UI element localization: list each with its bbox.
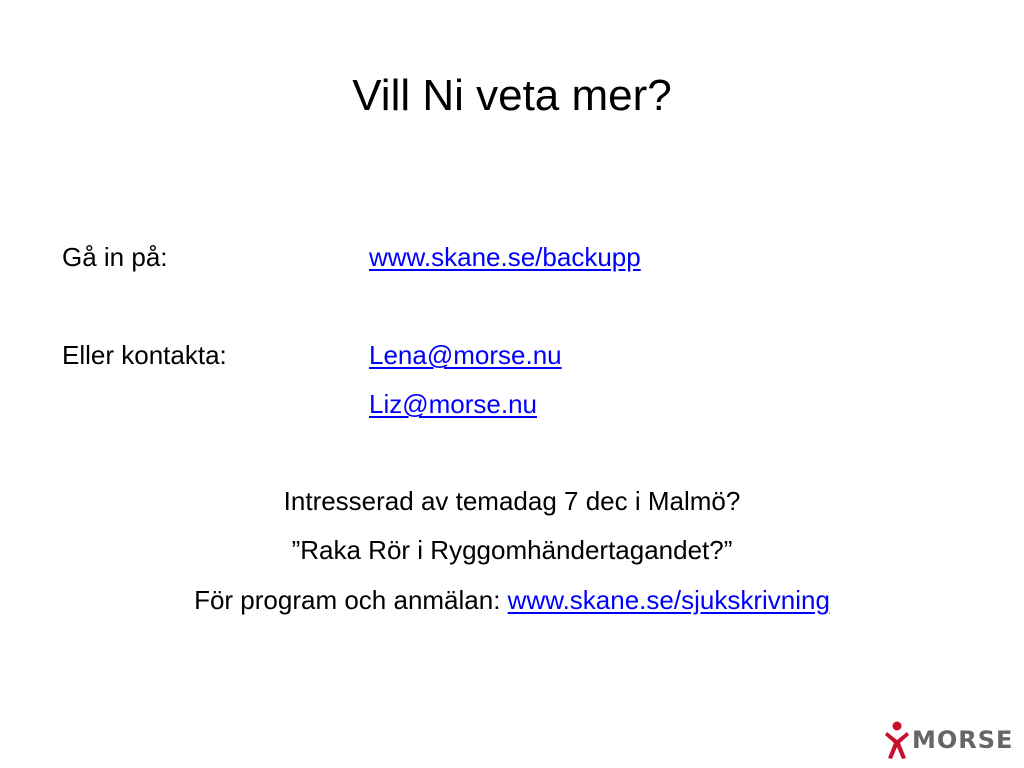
lena-email-link[interactable]: Lena@morse.nu (369, 340, 562, 370)
program-prefix: För program och anmälan: (194, 585, 508, 615)
sjukskrivning-link[interactable]: www.skane.se/sjukskrivning (507, 585, 830, 615)
person-figure-icon (884, 720, 910, 760)
event-question: Intresserad av temadag 7 dec i Malmö? (283, 486, 741, 516)
event-title: ”Raka Rör i Ryggomhändertagandet?” (291, 535, 733, 565)
contact-label: Eller kontakta: (62, 340, 227, 370)
website-label: Gå in på: (62, 242, 168, 272)
morse-logo (884, 718, 1014, 762)
slide-title: Vill Ni veta mer? (352, 71, 672, 120)
backupp-link[interactable]: www.skane.se/backupp (369, 242, 641, 272)
liz-email-link[interactable]: Liz@morse.nu (369, 389, 538, 419)
morse-logo-text: MORSE (912, 726, 1014, 754)
program-line (0, 583, 1024, 617)
